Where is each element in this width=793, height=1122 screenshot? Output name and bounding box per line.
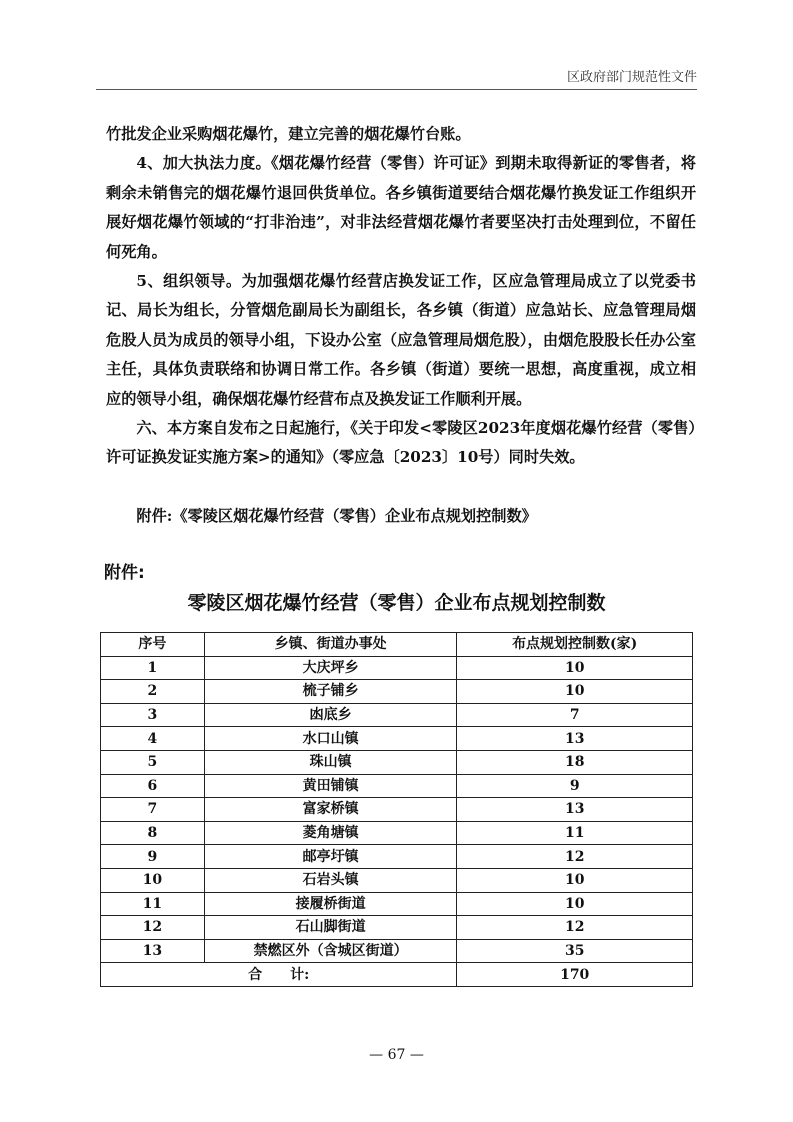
cell-township: 水口山镇: [204, 727, 457, 751]
page-number: — 67 —: [369, 1047, 424, 1063]
cell-serial: 2: [101, 680, 205, 704]
cell-serial: 11: [101, 892, 205, 916]
header-serial: 序号: [101, 633, 205, 657]
table-row: [101, 703, 693, 727]
cell-serial: 6: [101, 774, 205, 798]
cell-township: 石山脚街道: [204, 916, 457, 940]
cell-quota: 13: [457, 798, 693, 822]
cell-township: 大庆坪乡: [204, 656, 457, 680]
table-header-row: [101, 633, 693, 657]
cell-serial: 9: [101, 845, 205, 869]
document-header: 区政府部门规范性文件: [566, 70, 697, 85]
table-row: [101, 868, 693, 892]
table-row: [101, 798, 693, 822]
cell-serial: 3: [101, 703, 205, 727]
cell-quota: 10: [457, 892, 693, 916]
table-row: [101, 727, 693, 751]
total-value: 170: [457, 963, 693, 987]
cell-township: 禁燃区外（含城区街道）: [204, 939, 457, 963]
cell-quota: 10: [457, 680, 693, 704]
cell-township: 邮亭圩镇: [204, 845, 457, 869]
paragraph-effective-date: 六、本方案自发布之日起施行，《关于印发<零陵区2023年度烟花爆竹经营（零售）许可证换发证实施方案>的通知》（零应急〔2023〕10号）同时失效。: [106, 419, 696, 467]
cell-township: 接履桥街道: [204, 892, 457, 916]
cell-township: 梳子铺乡: [204, 680, 457, 704]
annex-reference: 附件:《零陵区烟花爆竹经营（零售）企业布点规划控制数》: [136, 506, 537, 525]
planning-table: [100, 632, 693, 987]
cell-quota: 7: [457, 703, 693, 727]
cell-serial: 1: [101, 656, 205, 680]
table-row: [101, 680, 693, 704]
cell-quota: 13: [457, 727, 693, 751]
table-row: [101, 939, 693, 963]
cell-quota: 35: [457, 939, 693, 963]
table-row: [101, 916, 693, 940]
cell-serial: 5: [101, 750, 205, 774]
cell-quota: 9: [457, 774, 693, 798]
total-row: [101, 963, 693, 987]
cell-quota: 11: [457, 821, 693, 845]
cell-serial: 12: [101, 916, 205, 940]
table-row: [101, 821, 693, 845]
table-title: 零陵区烟花爆竹经营（零售）企业布点规划控制数: [187, 592, 606, 614]
total-label: 合 计:: [101, 963, 457, 987]
cell-quota: 12: [457, 916, 693, 940]
cell-serial: 13: [101, 939, 205, 963]
paragraph-organization: 5、组织领导。为加强烟花爆竹经营店换发证工作，区应急管理局成立了以党委书记、局长为组长，分管烟危副局长为副组长，各乡镇（街道）应急站长、应急管理局烟危股人员为成员的领导小组，下设办公室（应急管理局烟危股），由烟危股股长任办公室主任，具体负责联络和协调日常工作。各乡镇（街道）要统一思想，高度重视，成立相应的领导小组，确保烟花爆竹经营布点及换发证工作顺利开展。: [106, 272, 696, 408]
table-row: [101, 656, 693, 680]
cell-township: 黄田铺镇: [204, 774, 457, 798]
cell-township: 珠山镇: [204, 750, 457, 774]
table-row: [101, 774, 693, 798]
cell-township: 凼底乡: [204, 703, 457, 727]
cell-quota: 18: [457, 750, 693, 774]
cell-serial: 8: [101, 821, 205, 845]
cell-quota: 10: [457, 656, 693, 680]
document-body: [106, 120, 696, 531]
cell-quota: 10: [457, 868, 693, 892]
table-row: [101, 845, 693, 869]
cell-township: 菱角塘镇: [204, 821, 457, 845]
cell-township: 富家桥镇: [204, 798, 457, 822]
cell-serial: 4: [101, 727, 205, 751]
header-township: 乡镇、街道办事处: [204, 633, 457, 657]
header-divider: [96, 89, 697, 90]
paragraph-enforcement: 4、加大执法力度。《烟花爆竹经营（零售）许可证》到期未取得新证的零售者，将剩余未销售完的烟花爆竹退回供货单位。各乡镇街道要结合烟花爆竹换发证工作组织开展好烟花爆竹领域的“打非治违”，对非法经营烟花爆竹者要坚决打击处理到位，不留任何死角。: [106, 154, 696, 261]
cell-serial: 7: [101, 798, 205, 822]
cell-township: 石岩头镇: [204, 868, 457, 892]
cell-quota: 12: [457, 845, 693, 869]
table-row: [101, 750, 693, 774]
annex-label: 附件:: [104, 563, 145, 583]
header-quota: 布点规划控制数(家): [457, 633, 693, 657]
cell-serial: 10: [101, 868, 205, 892]
paragraph-continuation: 竹批发企业采购烟花爆竹，建立完善的烟花爆竹台账。: [106, 125, 471, 143]
table-row: [101, 892, 693, 916]
